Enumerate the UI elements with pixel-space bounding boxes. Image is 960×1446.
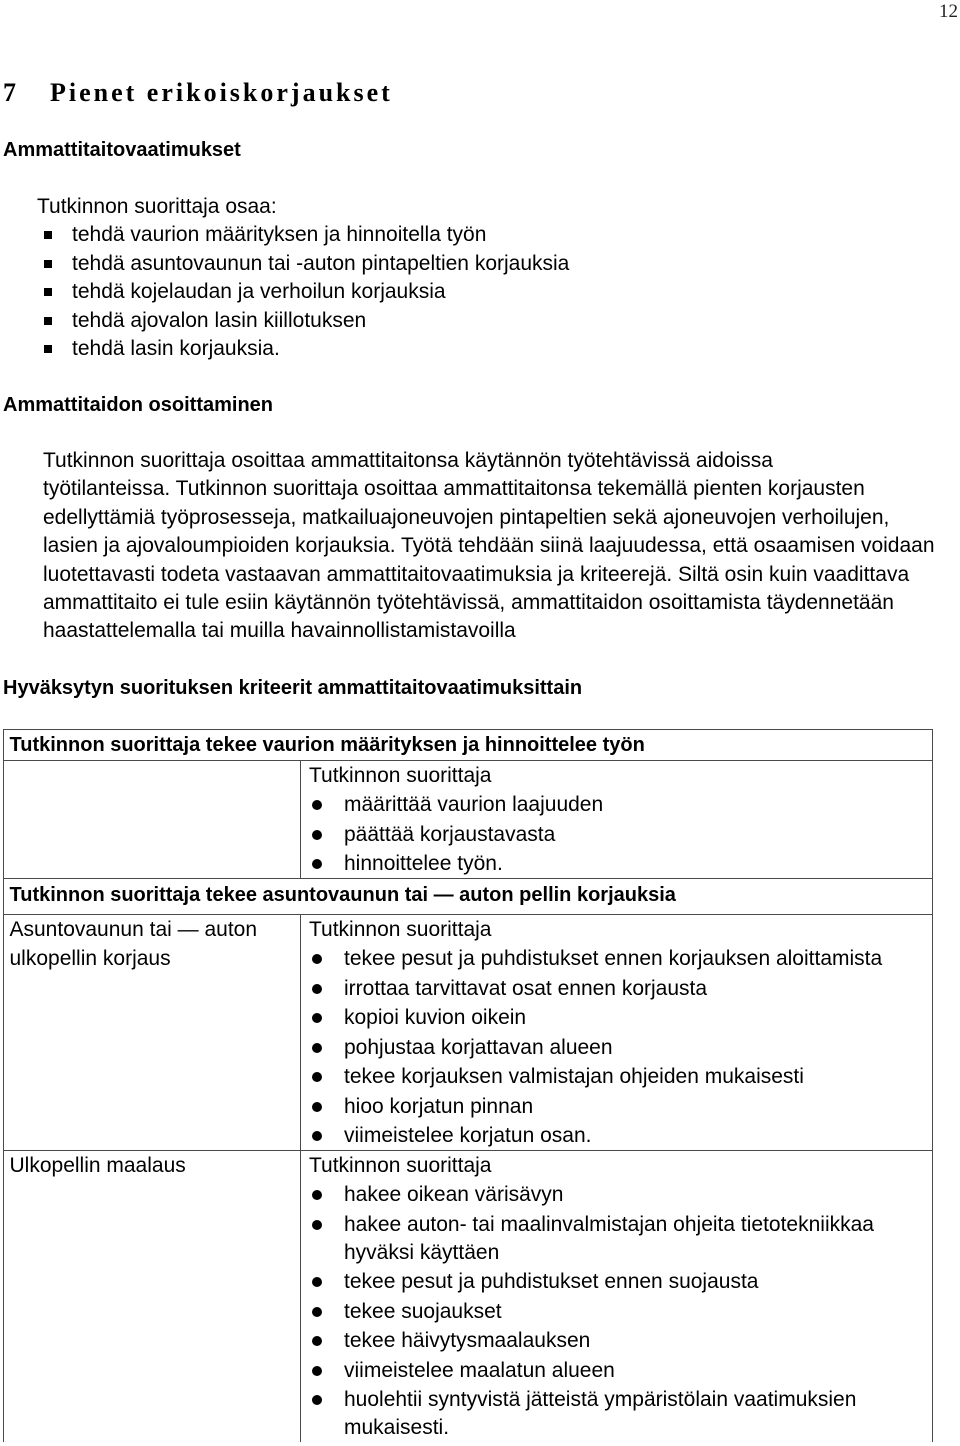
list-item-text: hakee auton- tai maalinvalmistajan ohjeita tietotekniikkaa hyväksi käyttäen (344, 1212, 874, 1264)
list-item (309, 1298, 924, 1326)
paragraph-line: Tutkinnon suorittaja osoittaa ammattitaitonsa käytännön työtehtävissä aidoissa (43, 449, 773, 472)
disc-bullet-icon (312, 1072, 322, 1082)
list-item (44, 250, 569, 278)
list-item (44, 307, 569, 335)
paragraph-line: luotettavasti todeta vastaavan ammattitaitovaatimuksia ja kriteerejä. Siltä osin kuin vaadittava (43, 562, 910, 586)
list-item (309, 1034, 924, 1062)
criteria-list (309, 945, 924, 1150)
disc-bullet-icon (312, 1190, 322, 1200)
requirements-list (37, 221, 569, 363)
disc-bullet-icon (312, 859, 322, 869)
list-item (309, 1093, 924, 1121)
demonstration-heading: Ammattitaidon osoittaminen (3, 394, 274, 416)
chapter-title: Pienet erikoiskorjaukset (50, 78, 393, 107)
list-item-text: tekee korjauksen valmistajan ohjeiden mukaisesti (344, 1065, 804, 1088)
square-bullet-icon (44, 317, 52, 325)
list-item-text: tekee pesut ja puhdistukset ennen suojausta (344, 1270, 759, 1293)
page-number: 12 (939, 1, 958, 22)
table-row-label: Asuntovaunun tai — auton ulkopellin korjaus (9, 918, 258, 970)
list-item-text: viimeistelee korjatun osan. (344, 1124, 592, 1147)
disc-bullet-icon (312, 1043, 322, 1053)
criteria-list (309, 1181, 924, 1442)
list-item-text: tekee häivytysmaalauksen (344, 1329, 591, 1352)
disc-bullet-icon (312, 1131, 322, 1141)
list-item (309, 791, 924, 819)
list-item (309, 945, 924, 973)
disc-bullet-icon (312, 830, 322, 840)
list-item-text: päättää korjaustavasta (344, 822, 556, 846)
paragraph-line: edellyttämiä työprosesseja, matkailuajoneuvojen pintapeltien sekä ajoneuvojen verhoilujen, (43, 505, 890, 529)
table-section-title: Tutkinnon suorittaja tekee vaurion määrityksen ja hinnoittelee työn (4, 730, 932, 761)
square-bullet-icon (44, 260, 52, 268)
list-item (309, 1327, 924, 1355)
disc-bullet-icon (312, 1013, 322, 1023)
list-item-text: määrittää vaurion laajuuden (344, 793, 604, 816)
table-row (4, 1151, 932, 1442)
list-item (44, 221, 569, 249)
list-item-text: tehdä kojelaudan ja verhoilun korjauksia (72, 280, 446, 304)
demonstration-paragraph (43, 447, 935, 646)
list-item (44, 335, 569, 363)
list-item-text: kopioi kuvion oikein (344, 1006, 527, 1029)
disc-bullet-icon (312, 984, 322, 994)
disc-bullet-icon (312, 1307, 322, 1317)
list-item (309, 850, 924, 878)
list-item-text: tehdä asuntovaunun tai -auton pintapeltien korjauksia (72, 251, 570, 275)
requirements-block (37, 193, 569, 363)
requirements-heading: Ammattitaitovaatimukset (3, 139, 241, 161)
list-item-text: tehdä lasin korjauksia. (72, 337, 280, 361)
list-item-text: pohjustaa korjattavan alueen (344, 1035, 613, 1059)
disc-bullet-icon (312, 1102, 322, 1112)
disc-bullet-icon (312, 1277, 322, 1287)
chapter-heading (3, 76, 393, 110)
square-bullet-icon (44, 288, 52, 296)
criteria-heading: Hyväksytyn suorituksen kriteerit ammattitaitovaatimuksittain (3, 677, 583, 699)
list-item (309, 975, 924, 1003)
disc-bullet-icon (312, 1395, 322, 1405)
disc-bullet-icon (312, 954, 322, 964)
list-item-text: tekee pesut ja puhdistukset ennen korjauksen aloittamista (344, 947, 883, 970)
list-item-text: hakee oikean värisävyn (344, 1183, 564, 1206)
list-item-text: huolehtii syntyvistä jätteistä ympäristölain vaatimuksien mukaisesti. (344, 1388, 857, 1439)
criteria-intro: Tutkinnon suorittaja (309, 918, 492, 941)
requirements-intro: Tutkinnon suorittaja osaa: (37, 195, 277, 218)
disc-bullet-icon (312, 800, 322, 810)
table-row-criteria (300, 1151, 932, 1442)
table-row-criteria (300, 915, 932, 1150)
square-bullet-icon (44, 231, 52, 239)
list-item (309, 1181, 924, 1209)
list-item-text: irrottaa tarvittavat osat ennen korjausta (344, 976, 708, 1000)
square-bullet-icon (44, 345, 52, 353)
list-item-text: hioo korjatun pinnan (344, 1094, 534, 1118)
list-item (309, 1122, 924, 1150)
list-item (309, 1211, 924, 1267)
list-item-text: tehdä vaurion määrityksen ja hinnoitella työn (72, 223, 487, 247)
table-row-criteria (300, 761, 932, 878)
criteria-list (309, 791, 924, 878)
list-item (309, 1004, 924, 1032)
list-item (309, 1063, 924, 1091)
list-item-text: tekee suojaukset (344, 1299, 502, 1323)
criteria-table (3, 729, 933, 1442)
list-item-text: tehdä ajovalon lasin kiillotuksen (72, 308, 367, 332)
criteria-intro: Tutkinnon suorittaja (309, 1154, 492, 1177)
paragraph-line: lasien ja ajovaloumpioiden korjauksia. Työtä tehdään siinä laajuudessa, että osaamisen voidaan (43, 534, 935, 558)
disc-bullet-icon (312, 1366, 322, 1376)
list-item-text: viimeistelee maalatun alueen (344, 1358, 615, 1382)
paragraph-line: haastattelemalla tai muilla havainnollistamistavoilla (43, 619, 516, 643)
list-item-text: hinnoittelee työn. (344, 852, 503, 875)
table-section-title: Tutkinnon suorittaja tekee asuntovaunun tai — auton pellin korjauksia (4, 879, 932, 915)
paragraph-line: ammattitaito ei tule esiin käytännön työtehtävissä, ammattitaidon osoittamista täydennetään (43, 591, 894, 615)
list-item (309, 1357, 924, 1385)
table-row-label: Ulkopellin maalaus (9, 1154, 186, 1177)
table-row (4, 761, 932, 879)
table-row (4, 915, 932, 1151)
chapter-number: 7 (3, 78, 16, 107)
list-item (309, 1268, 924, 1296)
list-item (309, 1386, 924, 1442)
list-item (309, 821, 924, 849)
criteria-intro: Tutkinnon suorittaja (309, 764, 492, 787)
paragraph-line: työtilanteissa. Tutkinnon suorittaja osoittaa ammattitaitonsa tekemällä pienten korjausten (43, 477, 865, 501)
list-item (44, 278, 569, 306)
table-row-label (4, 761, 300, 878)
disc-bullet-icon (312, 1220, 322, 1230)
disc-bullet-icon (312, 1336, 322, 1346)
